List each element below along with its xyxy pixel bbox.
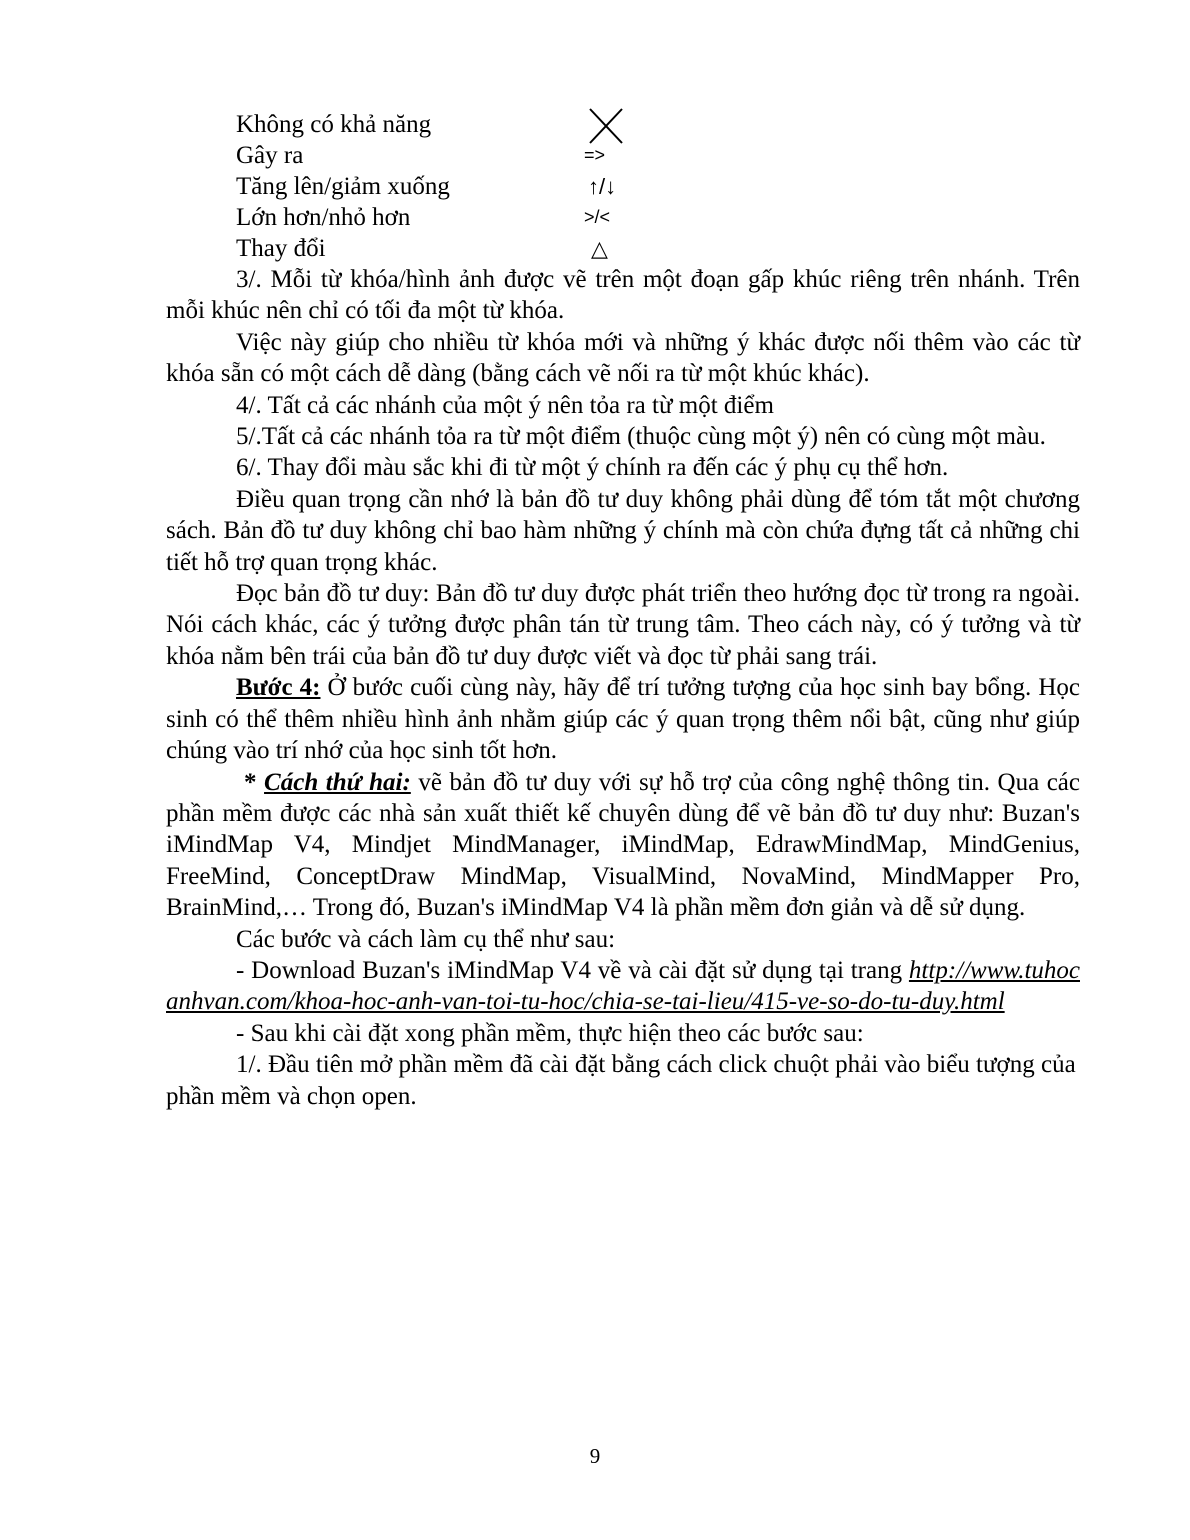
paragraph: Đọc bản đồ tư duy: Bản đồ tư duy được phát triển theo hướng đọc từ trong ra ngoài. Nói cách khác, các ý tưởng được phân tán từ trung tâm. Theo cách này, có ý tưởng và từ khóa nằm bên trái của bản đồ tư duy được viết và đọc từ phải sang trái.	[166, 580, 1080, 670]
download-link[interactable]: http://www.tuhocanhvan.com/khoa-hoc-anh-van-toi-tu-hoc/chia-se-tai-lieu/415-ve-so-do-tu-duy.html	[166, 956, 1080, 1016]
paragraph: 5/.Tất cả các nhánh tỏa ra từ một điểm (thuộc cùng một ý) nên có cùng một màu.	[236, 423, 1046, 451]
symbol-label: Không có khả năng	[236, 111, 432, 138]
symbol-legend	[166, 109, 1080, 264]
symbol-row	[236, 233, 1080, 264]
paragraph: 1/. Đầu tiên mở phần mềm đã cài đặt bằng cách click chuột phải vào biểu tượng của phần mềm và chọn open.	[166, 1051, 1076, 1110]
symbol-label: Tăng lên/giảm xuống	[236, 173, 450, 200]
page-number: 9	[589, 1444, 601, 1468]
paragraph-text: - Download Buzan's iMindMap V4 về và cài đặt sử dụng tại trang	[236, 956, 909, 984]
symbol-row	[236, 202, 1080, 233]
paragraph: - Sau khi cài đặt xong phần mềm, thực hiện theo các bước sau:	[236, 1019, 864, 1047]
up-down-arrow-icon: ↑/↓	[588, 174, 617, 199]
paragraph	[166, 672, 1080, 766]
paragraph-text: vẽ bản đồ tư duy với sự hỗ trợ của công nghệ thông tin. Qua các phần mềm được các nhà sản xuất thiết kế chuyên dùng để vẽ bản đồ tư duy như: Buzan's iMindMap V4, Mindjet MindManager, iMindMap, EdrawMindMap, MindGenius, FreeMind, ConceptDraw MindMap, VisualMind, NovaMind, MindMapper Pro, BrainMind,… Trong đó, Buzan's iMindMap V4 là phần mềm đơn giản và dễ sử dụng.	[166, 768, 1080, 922]
paragraph: 4/. Tất cả các nhánh của một ý nên tỏa ra từ một điểm	[236, 391, 774, 419]
paragraph: Điều quan trọng cần nhớ là bản đồ tư duy không phải dùng để tóm tắt một chương sách. Bản đồ tư duy không chỉ bao hàm những ý chính mà còn chứa đựng tất cả những chi tiết hỗ trợ quan trọng khác.	[166, 485, 1080, 576]
paragraph: 3/. Mỗi từ khóa/hình ảnh được vẽ trên một đoạn gấp khúc riêng trên nhánh. Trên mỗi khúc nên chỉ có tối đa một từ khóa.	[166, 266, 1080, 325]
paragraph	[166, 767, 1080, 924]
paragraph: Việc này giúp cho nhiều từ khóa mới và những ý khác được nối thêm vào các từ khóa sẵn có một cách dễ dàng (bằng cách vẽ nối ra từ một khúc khác).	[166, 328, 1080, 388]
step-heading: Bước 4:	[236, 674, 321, 702]
method-heading: Cách thứ hai:	[264, 768, 411, 796]
symbol-row	[236, 140, 1080, 171]
paragraph	[166, 955, 1080, 1018]
symbol-label: Gây ra	[236, 142, 304, 169]
paragraph: 6/. Thay đổi màu sắc khi đi từ một ý chính ra đến các ý phụ cụ thể hơn.	[236, 454, 949, 482]
symbol-label: Lớn hơn/nhỏ hơn	[236, 204, 411, 231]
triangle-icon: △	[591, 236, 608, 261]
bullet-star: *	[244, 768, 257, 796]
greater-less-icon: >/<	[584, 207, 611, 227]
paragraph-text: Ở bước cuối cùng này, hãy để trí tưởng tượng của học sinh bay bổng. Học sinh có thể thêm nhiều hình ảnh nhằm giúp các ý quan trọng thêm nổi bật, cũng như giúp chúng vào trí nhớ của học sinh tốt hơn.	[166, 674, 1080, 765]
symbol-row	[236, 109, 1080, 140]
document-body	[166, 109, 1080, 1112]
symbol-label: Thay đổi	[236, 235, 326, 262]
arrow-implies-icon: =>	[584, 145, 606, 165]
paragraph: Các bước và cách làm cụ thể như sau:	[236, 925, 616, 953]
symbol-row	[236, 171, 1080, 202]
